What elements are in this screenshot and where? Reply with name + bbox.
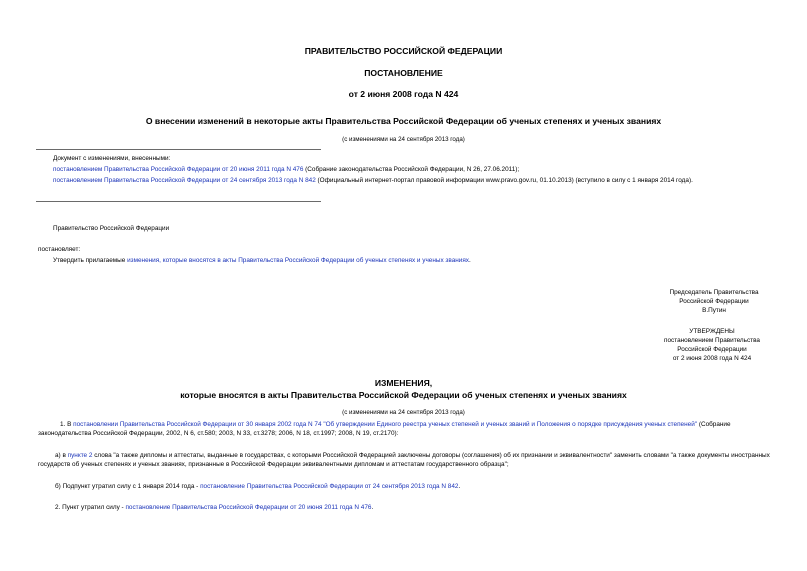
doc-type: ПОСТАНОВЛЕНИЕ bbox=[364, 68, 443, 78]
revision-note: (с изменениями на 24 сентября 2013 года) bbox=[342, 136, 465, 143]
page-title: О внесении изменений в некоторые акты Правительства Российской Федерации об ученых степенях и ученых званиях bbox=[145, 116, 662, 126]
decrees-word: постановляет: bbox=[38, 246, 81, 253]
change-paragraph-2: 2. Пункт утратил силу - постановление Правительства Российской Федерации от 20 июня 2011 года N 476. bbox=[55, 504, 374, 511]
change-link-1[interactable]: постановлении Правительства Российской Федерации от 30 января 2002 года N 74 "Об утверждении Единого реестра ученых степеней и ученых званий и Положения о порядке присуждения ученых степеней" bbox=[73, 421, 698, 428]
doc-date-number: от 2 июня 2008 года N 424 bbox=[348, 89, 459, 99]
approve-paragraph: Утвердить прилагаемые изменения, которые вносятся в акты Правительства Российской Федерации об ученых степенях и ученых званиях. bbox=[53, 257, 471, 264]
divider-top bbox=[36, 149, 321, 150]
signature-block: Председатель Правительства Российской Федерации В.Путин bbox=[669, 289, 759, 314]
changes-revision-note: (с изменениями на 24 сентября 2013 года) bbox=[342, 409, 465, 416]
change-paragraph-1: 1. В постановлении Правительства Российской Федерации от 30 января 2002 года N 74 "Об утверждении Единого реестра ученых степеней и ученых званий и Положения о порядке присуждения ученых степеней" (Собрание законодательства Российской Федерации, 2002, N 6, ст.580; 2003, N 33, ст.3278; 2006, N 18, ст.1997; 2008, N 19, ст.2170): bbox=[38, 421, 731, 437]
change-subparagraph-b: б) Подпункт утратил силу с 1 января 2014 года - постановление Правительства Российской Федерации от 24 сентября 2013 года N 842. bbox=[55, 483, 461, 490]
amendments-intro: Документ с изменениями, внесенными: bbox=[53, 155, 171, 162]
government-name: ПРАВИТЕЛЬСТВО РОССИЙСКОЙ ФЕДЕРАЦИИ bbox=[304, 46, 503, 56]
changes-heading: ИЗМЕНЕНИЯ, bbox=[374, 378, 433, 388]
amendment-item-2: постановлением Правительства Российской Федерации от 24 сентября 2013 года N 842 (Официальный интернет-портал правовой информации www.pravo.gov.ru, 01.10.2013) (вступило в силу с 1 января 2014 года). bbox=[53, 177, 693, 184]
changes-subheading: которые вносятся в акты Правительства Российской Федерации об ученых степенях и ученых званиях bbox=[180, 390, 627, 400]
change-link-2[interactable]: постановление Правительства Российской Федерации от 20 июня 2011 года N 476 bbox=[125, 504, 372, 511]
amendment-link-2[interactable]: постановлением Правительства Российской Федерации от 24 сентября 2013 года N 842 bbox=[53, 177, 316, 184]
amendment-item-1: постановлением Правительства Российской Федерации от 20 июня 2011 года N 476 (Собрание законодательства Российской Федерации, N 26, 27.06.2011); bbox=[53, 166, 520, 173]
divider-bottom bbox=[36, 201, 321, 202]
amendment-link-1[interactable]: постановлением Правительства Российской Федерации от 20 июня 2011 года N 476 bbox=[53, 166, 304, 173]
change-link-a[interactable]: пункте 2 bbox=[67, 452, 93, 459]
issuer: Правительство Российской Федерации bbox=[53, 225, 170, 232]
approve-link[interactable]: изменения, которые вносятся в акты Правительства Российской Федерации об ученых степенях и ученых званиях bbox=[127, 257, 469, 264]
approved-block: УТВЕРЖДЕНЫ постановлением Правительства Российской Федерации от 2 июня 2008 года N 424 bbox=[664, 328, 760, 362]
change-link-b[interactable]: постановление Правительства Российской Федерации от 24 сентября 2013 года N 842 bbox=[200, 483, 459, 490]
change-subparagraph-a: а) в пункте 2 слова "а также дипломы и аттестаты, выданные в государствах, с которыми Российской Федерацией заключены договоры (соглашения) об их признании и эквивалентности" заменить словами "а также документы иностранных государств об ученых степенях и ученых званиях, признанные в Российской Федерации эквивалентными дипломам и аттестатам государственного образца"; bbox=[38, 452, 770, 468]
